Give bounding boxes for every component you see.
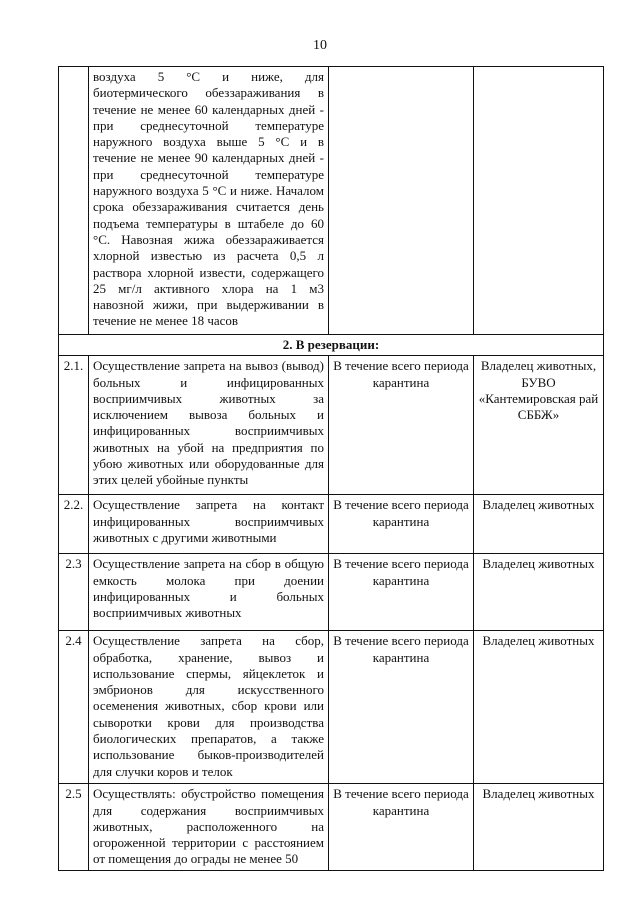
responsible-cell xyxy=(474,67,604,335)
term-cell xyxy=(329,67,474,335)
measure-description: Осуществление запрета на сбор в общую емкость молока при доении инфицированных и больных восприимчивых животных xyxy=(89,554,329,631)
responsible-cell: Владелец животных, БУВО «Кантемировская рай СББЖ» xyxy=(474,356,604,495)
responsible-cell: Владелец животных xyxy=(474,631,604,784)
row-number-cell: 2.2. xyxy=(59,495,89,554)
term-cell: В течение всего периода карантина xyxy=(329,495,474,554)
term-cell: В течение всего периода карантина xyxy=(329,631,474,784)
measure-description: Осуществление запрета на контакт инфицированных восприимчивых животных с другими животными xyxy=(89,495,329,554)
responsible-cell: Владелец животных xyxy=(474,554,604,631)
measures-table xyxy=(58,66,604,871)
table-row xyxy=(59,631,604,784)
measure-description: Осуществление запрета на сбор, обработка, хранение, вывоз и использование спермы, яйцеклеток и эмбрионов для искусственного осеменения животных, сбор крови или сыворотки крови для производства биологических препаратов, а также использование быков-производителей для случки коров и телок xyxy=(89,631,329,784)
section-row xyxy=(59,335,604,356)
section-title: 2. В резервации: xyxy=(59,335,604,356)
responsible-cell: Владелец животных xyxy=(474,784,604,870)
row-number-cell: 2.1. xyxy=(59,356,89,495)
row-number-cell: 2.3 xyxy=(59,554,89,631)
measure-description: воздуха 5 °С и ниже, для биотермического обеззараживания в течение не менее 60 календарных дней - при среднесуточной температуре наружного воздуха выше 5 °С и в течение не менее 90 календарных дней - при среднесуточной температуре наружного воздуха 5 °С и ниже. Началом срока обеззараживания считается день подъема температуры в штабеле до 60 °С. Навозная жижа обеззараживается хлорной известью из расчета 0,5 л раствора хлорной извести, содержащего 25 мг/л активного хлора на 1 м3 навозной жижи, при выдерживании в течение не менее 18 часов xyxy=(89,67,329,335)
row-number-cell: 2.4 xyxy=(59,631,89,784)
table-row xyxy=(59,495,604,554)
measure-description: Осуществлять: обустройство помещения для содержания восприимчивых животных, расположенного на огороженной территории с расстоянием от помещения до ограды не менее 50 xyxy=(89,784,329,870)
term-cell: В течение всего периода карантина xyxy=(329,554,474,631)
term-cell: В течение всего периода карантина xyxy=(329,784,474,870)
table-row xyxy=(59,784,604,870)
row-number-cell: 2.5 xyxy=(59,784,89,870)
row-number-cell xyxy=(59,67,89,335)
table-row xyxy=(59,356,604,495)
page-number: 10 xyxy=(313,38,327,53)
term-cell: В течение всего периода карантина xyxy=(329,356,474,495)
table-row xyxy=(59,554,604,631)
table-row xyxy=(59,67,604,335)
responsible-cell: Владелец животных xyxy=(474,495,604,554)
measure-description: Осуществление запрета на вывоз (вывод) больных и инфицированных восприимчивых животных за исключением вывоза больных и инфицированных восприимчивых животных на убой на предприятия по убою животных или оборудованные для этих целей убойные пункты xyxy=(89,356,329,495)
